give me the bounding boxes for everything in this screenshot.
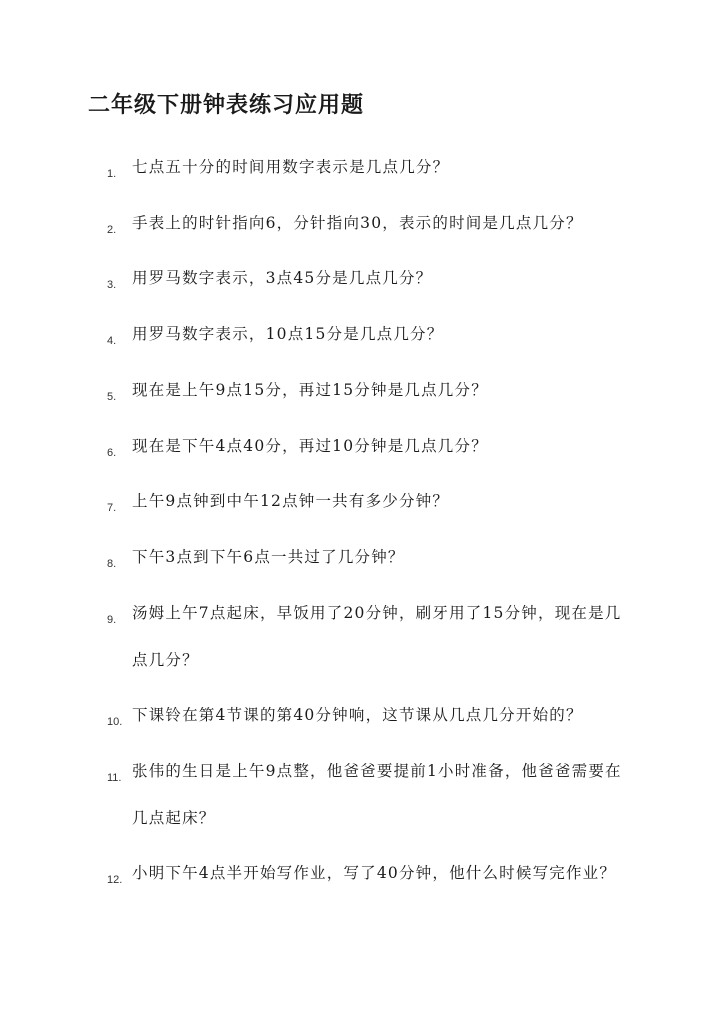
question-text: 下课铃在第4节课的第40分钟响，这节课从几点几分开始的？ — [132, 706, 583, 724]
question-number: 12. — [107, 874, 123, 886]
question-number: 5. — [107, 391, 117, 403]
question-text: 张伟的生日是上午9点整，他爸爸要提前1小时准备，他爸爸需要在几点起床？ — [132, 762, 622, 827]
question-text: 上午9点钟到中午12点钟一共有多少分钟？ — [132, 492, 450, 510]
document-title: 二年级下册钟表练习应用题 — [88, 92, 365, 118]
question-number: 6. — [107, 447, 117, 459]
question-number: 9. — [107, 614, 117, 626]
question-text: 手表上的时针指向6，分针指向30，表示的时间是几点几分？ — [132, 214, 583, 232]
question-number: 2. — [107, 224, 117, 236]
question-number: 11. — [107, 772, 122, 784]
question-text: 现在是上午9点15分，再过15分钟是几点几分？ — [132, 381, 488, 399]
question-text: 下午3点到下午6点一共过了几分钟？ — [132, 548, 405, 566]
question-text: 用罗马数字表示，3点45分是几点几分？ — [132, 269, 433, 287]
question-number: 3. — [107, 279, 117, 291]
question-text: 用罗马数字表示，10点15分是几点几分？ — [132, 325, 444, 343]
question-text: 汤姆上午7点起床，早饭用了20分钟，刷牙用了15分钟，现在是几点几分？ — [132, 604, 622, 669]
question-text: 小明下午4点半开始写作业，写了40分钟，他什么时候写完作业？ — [132, 864, 617, 882]
question-text: 七点五十分的时间用数字表示是几点几分？ — [132, 158, 450, 176]
question-number: 10. — [107, 716, 123, 728]
question-number: 7. — [107, 502, 117, 514]
question-number: 8. — [107, 558, 117, 570]
question-text: 现在是下午4点40分，再过10分钟是几点几分？ — [132, 437, 488, 455]
question-number: 1. — [107, 168, 117, 180]
question-number: 4. — [107, 335, 117, 347]
